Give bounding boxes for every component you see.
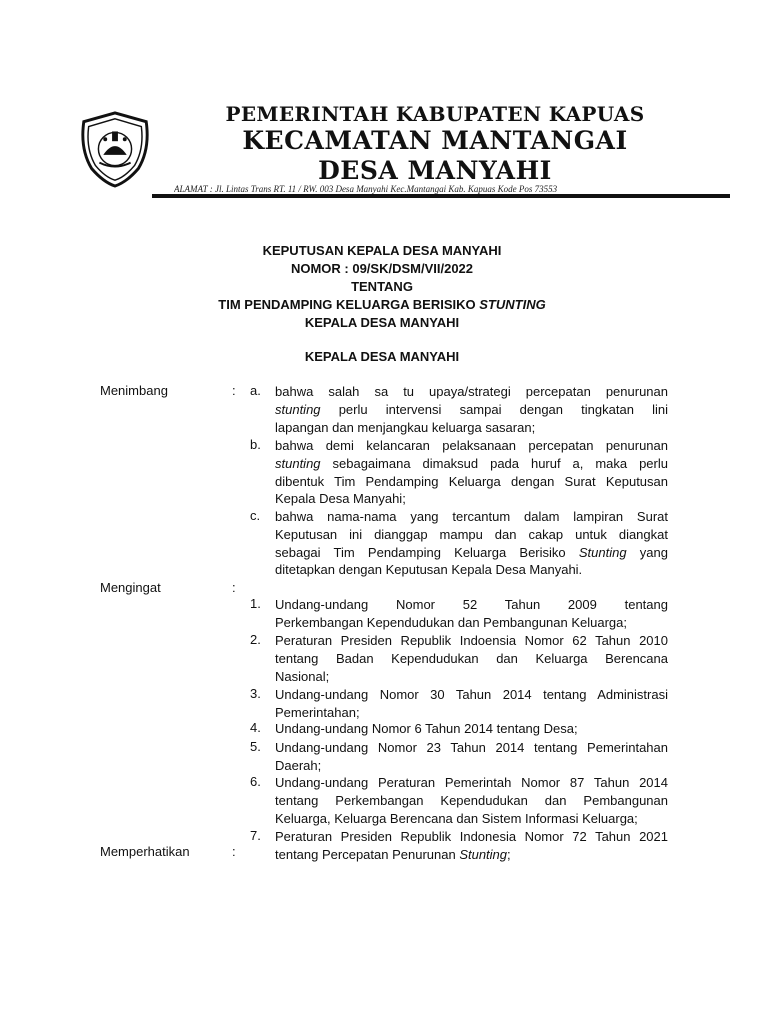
list-item-marker: 2. [250,632,261,647]
section-label-menimbang: Menimbang [100,383,168,398]
decree-issuer-repeat: KEPALA DESA MANYAHI [304,349,460,364]
list-item-marker: 4. [250,720,261,735]
list-item-text: bahwa demi kelancaran pelaksanaan percepatan penurunan stunting sebagaimana dimaksud pada huruf a, maka perlu dibentuk Tim Pendamping Keluarga dengan Surat Keputusan Kepala Desa Manyahi; [275,438,668,507]
list-item-text: Peraturan Presiden Republik Indonesia Nomor 72 Tahun 2021 tentang Percepatan Penurunan Stunting; [275,829,668,862]
list-item-text: Undang-undang Nomor 52 Tahun 2009 tentang Perkembangan Kependudukan dan Pembangunan Keluarga; [275,597,668,630]
list-item-marker: c. [250,508,261,523]
section-colon: : [232,580,236,595]
section-label-mengingat: Mengingat [100,580,161,595]
list-item-text: bahwa nama-nama yang tercantum dalam lampiran Surat Keputusan ini dianggap mampu dan cakap untuk diangkat sebagai Tim Pendamping Keluarga Berisiko Stunting yang ditetapkan dengan Keputusan Kepala Desa Manyahi. [275,509,668,578]
decree-about-label: TENTANG [351,279,413,294]
section-colon: : [232,383,236,398]
list-item-marker: 1. [250,596,261,611]
list-item-text: Peraturan Presiden Republik Indoensia Nomor 62 Tahun 2010 tentang Badan Kependudukan dan Keluarga Berencana Nasional; [275,633,668,684]
decree-title: KEPUTUSAN KEPALA DESA MANYAHI [262,243,502,258]
list-item-marker: 5. [250,739,261,754]
decree-title-block [140,242,624,366]
list-item-text: Undang-undang Nomor 6 Tahun 2014 tentang Desa; [275,721,578,736]
decree-number: NOMOR : 09/SK/DSM/VII/2022 [290,261,474,276]
list-item-marker: b. [250,437,261,452]
letterhead-district: KECAMATAN MANTANGAI [242,126,628,155]
list-item-text: Undang-undang Nomor 30 Tahun 2014 tentang Administrasi Pemerintahan; [275,687,668,720]
kapuas-regency-seal [76,110,154,188]
decree-subject: TIM PENDAMPING KELUARGA BERISIKO STUNTING [218,297,546,312]
list-item-marker: 6. [250,774,261,789]
letterhead-address: ALAMAT : Jl. Lintas Trans RT. 11 / RW. 003 Desa Manyahi Kec.Mantangai Kab. Kapuas Kode Pos 73553 [174,184,558,194]
list-item-marker: a. [250,383,261,398]
list-item-text: bahwa salah sa tu upaya/strategi percepatan penurunan stunting perlu intervensi sampai dengan tingkatan lini lapangan dan menjangkau keluarga sasaran; [275,384,668,435]
section-colon: : [232,844,236,859]
decree-issuer: KEPALA DESA MANYAHI [304,315,460,330]
list-item-marker: 7. [250,828,261,843]
list-item-marker: 3. [250,686,261,701]
list-item-text: Undang-undang Peraturan Pemerintah Nomor 87 Tahun 2014 tentang Perkembangan Kependudukan dan Pembangunan Keluarga, Keluarga Berencana dan Sistem Informasi Keluarga; [275,775,668,826]
section-label-memperhatikan: Memperhatikan [100,844,190,859]
letterhead-government: PEMERINTAH KABUPATEN KAPUAS [225,102,645,126]
letterhead-village: DESA MANYAHI [318,156,552,185]
list-item-text: Undang-undang Nomor 23 Tahun 2014 tentang Pemerintahan Daerah; [275,740,668,773]
letterhead-divider [152,194,730,198]
